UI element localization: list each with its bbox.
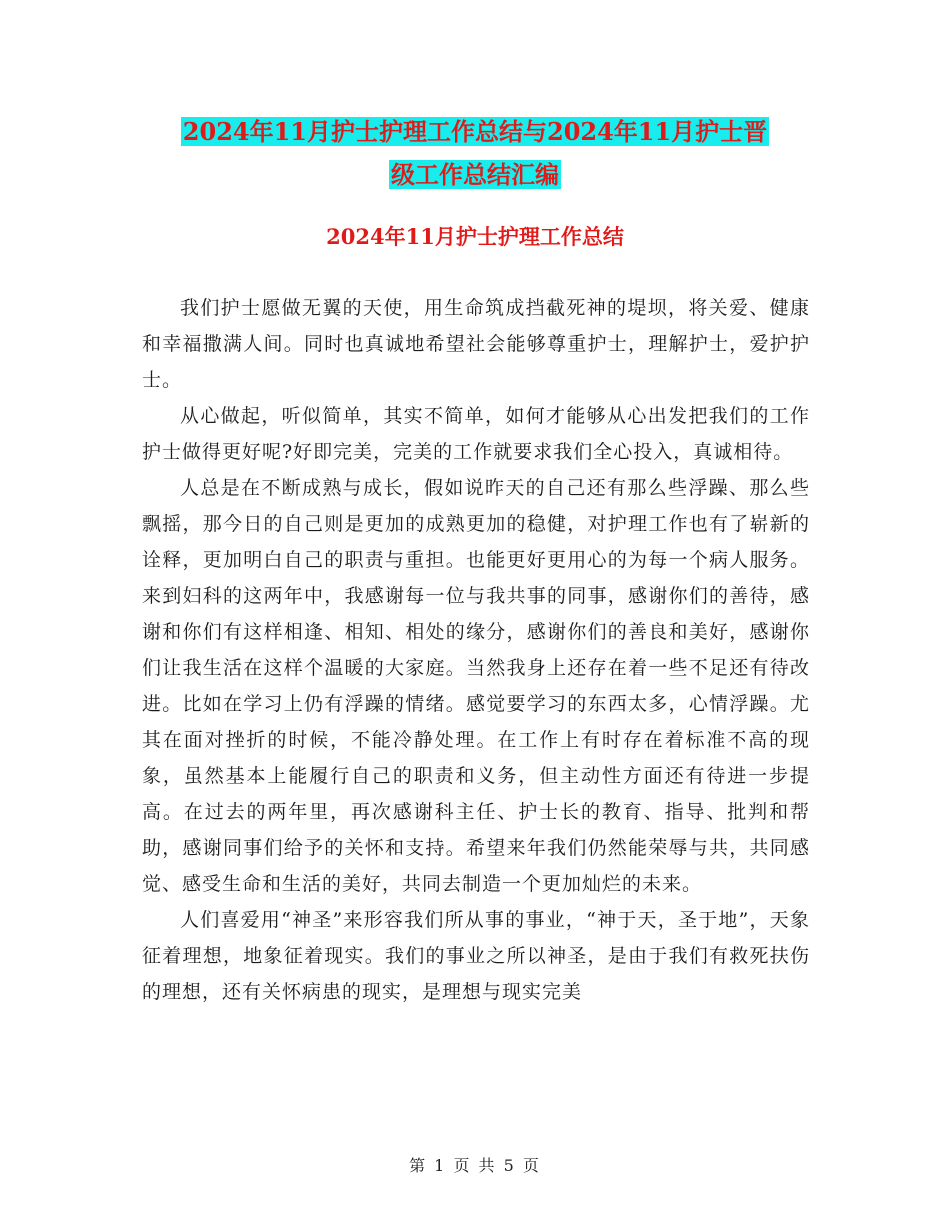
paragraph-4: 人们喜爱用“神圣”来形容我们所从事的事业，“神于天，圣于地”，天象征着理想，地象征着现实。我们的事业之所以神圣，是由于我们有救死扶伤的理想，还有关怀病患的现实，是理想与现实完美 bbox=[142, 909, 810, 1003]
paragraph-3: 人总是在不断成熟与成长，假如说昨天的自己还有那么些浮躁、那么些飘摇，那今日的自己则是更加的成熟更加的稳健，对护理工作也有了崭新的诠释，更加明白自己的职责与重担。也能更好更用心的为每一个病人服务。来到妇科的这两年中，我感谢每一位与我共事的同事，感谢你们的善待，感谢和你们有这样相逢、相知、相处的缘分，感谢你们的善良和美好，感谢你们让我生活在这样个温暖的大家庭。当然我身上还存在着一些不足还有待改进。比如在学习上仍有浮躁的情绪。感觉要学习的东西太多，心情浮躁。尤其在面对挫折的时候，不能冷静处理。在工作上有时存在着标准不高的现象，虽然基本上能履行自己的职责和义务，但主动性方面还有待进一步提高。在过去的两年里，再次感谢科主任、护士长的教育、指导、批判和帮助，感谢同事们给予的关怀和支持。希望来年我们仍然能荣辱与共，共同感觉、感受生命和生活的美好，共同去制造一个更加灿烂的未来。 bbox=[142, 477, 810, 895]
document-body bbox=[142, 290, 810, 1010]
page-footer: 第 1 页 共 5 页 bbox=[409, 1156, 541, 1175]
document-title-line-2 bbox=[0, 153, 950, 197]
section-title: 2024年11月护士护理工作总结 bbox=[326, 224, 624, 249]
document-title-text-2: 级工作总结汇编 bbox=[391, 160, 559, 189]
paragraph-2: 从心做起，听似简单，其实不简单，如何才能够从心出发把我们的工作护士做得更好呢?好即完美，完美的工作就要求我们全心投入，真诚相待。 bbox=[142, 405, 810, 463]
document-title-text-1: 2024年11月护士护理工作总结与2024年11月护士晋 bbox=[182, 117, 768, 146]
document-title-line-1 bbox=[0, 110, 950, 154]
paragraph-1: 我们护士愿做无翼的天使，用生命筑成挡截死神的堤坝，将关爱、健康和幸福撒满人间。同时也真诚地希望社会能够尊重护士，理解护士，爱护护士。 bbox=[142, 297, 810, 391]
